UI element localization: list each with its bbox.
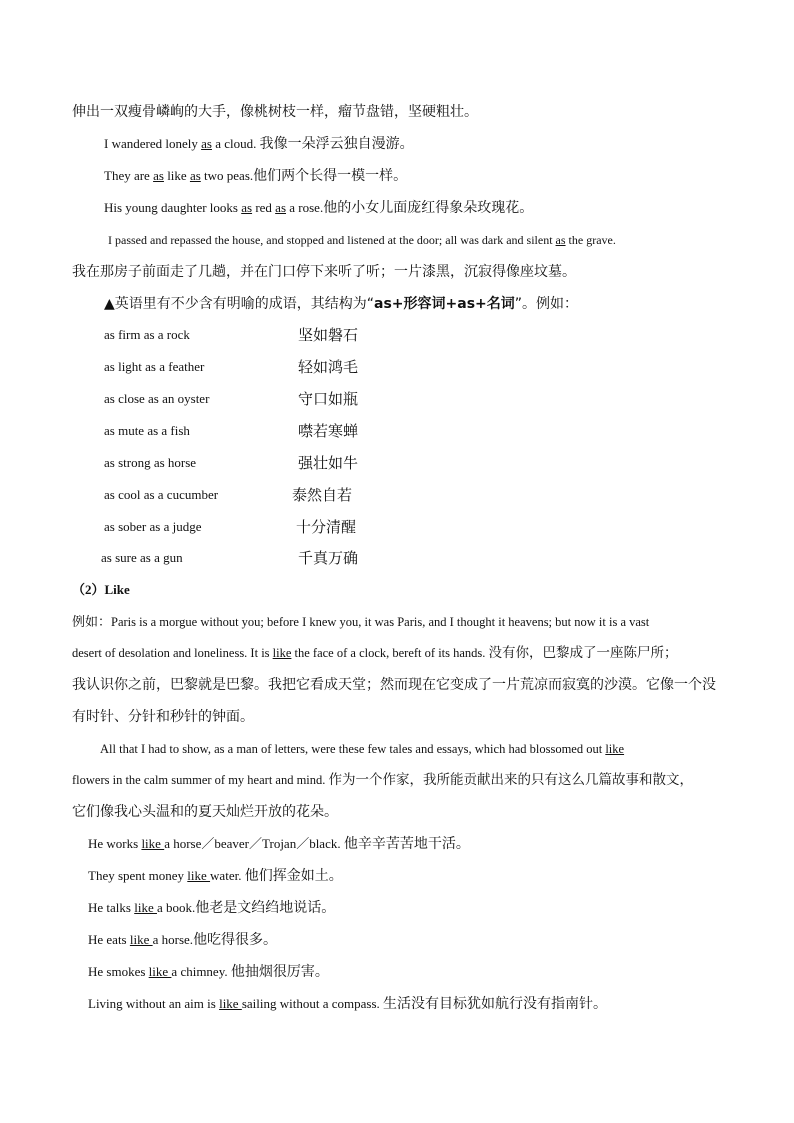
underlined-as: as (275, 200, 287, 215)
idiom-en: as close as an oyster (104, 391, 210, 406)
example-text: two peas. (200, 168, 254, 183)
idiom-cn: 千真万确 (298, 549, 359, 567)
example-translation: 没有你，巴黎成了一座陈尸所； (488, 645, 678, 661)
example-text: He smokes (88, 964, 149, 979)
example-text: desert of desolation and loneliness. It is (72, 646, 273, 660)
idiom-cn: 坚如磐石 (298, 326, 359, 344)
example-text: a horse. (152, 932, 194, 947)
paris-line-1 (72, 612, 649, 633)
idiom-en: as cool as a cucumber (104, 487, 219, 502)
example-translation: 他吃得很多。 (193, 932, 278, 948)
section-heading-like: （2）Like (72, 582, 130, 597)
example-text: a cloud. (211, 136, 260, 151)
underlined-as: as (555, 233, 566, 247)
letters-line-3: 它们像我心头温和的夏天灿烂开放的花朵。 (72, 804, 338, 820)
example-translation: 他们两个长得一模一样。 (253, 168, 408, 184)
example-like-5 (88, 962, 329, 982)
note-structure: as+形容词+as+名词 (374, 296, 515, 312)
idiom-cn: 十分清醒 (296, 518, 357, 536)
example-text: sailing without a compass. (241, 996, 384, 1011)
paris-line-2 (72, 643, 678, 663)
example-as-1 (104, 134, 414, 154)
idiom-en: as strong as horse (104, 455, 197, 470)
example-text: I wandered lonely (104, 136, 202, 151)
underlined-as: as (241, 200, 253, 215)
paris-line-4: 有时针、分针和秒针的钟面。 (72, 709, 254, 725)
example-text: Paris is a morgue without you; before I knew you, it was Paris, and I thought it heavens; but now it is a vast (111, 615, 650, 629)
underlined-like: like (134, 900, 157, 915)
grave-example-en (108, 230, 616, 250)
example-text: He works (88, 836, 142, 851)
example-translation: 生活没有目标犹如航行没有指南针。 (383, 996, 608, 1012)
underlined-like: like (187, 868, 211, 883)
example-text: a horse／beaver／Trojan／black. (164, 836, 344, 851)
letters-line-2 (72, 770, 693, 790)
paris-line-3: 我认识你之前，巴黎就是巴黎。我把它看成天堂；然而现在它变成了一片荒凉而寂寞的沙漠。它像一个没 (72, 677, 716, 693)
idiom-en: as firm as a rock (104, 327, 190, 342)
example-text: water. (210, 868, 245, 883)
example-text: red (252, 200, 276, 215)
note-text: ▲英语里有不少含有明喻的成语，其结构为“ (104, 296, 375, 312)
example-label: 例如： (72, 615, 112, 630)
example-translation: 他辛辛苦苦地干活。 (343, 836, 470, 852)
underlined-like: like (141, 836, 165, 851)
idiom-note (104, 294, 578, 314)
example-text: They spent money (88, 868, 188, 883)
example-like-1 (88, 834, 470, 854)
example-as-3 (104, 198, 533, 218)
example-like-6 (88, 994, 607, 1014)
example-text: Living without an aim is (88, 996, 220, 1011)
grave-example-cn: 我在那房子前面走了几趟，并在门口停下来听了听；一片漆黑，沉寂得像座坟墓。 (72, 264, 576, 280)
example-text: like (163, 168, 190, 183)
example-text: His young daughter looks (104, 200, 242, 215)
idiom-en: as sober as a judge (104, 519, 202, 534)
idiom-en: as mute as a fish (104, 423, 190, 438)
idiom-cn: 守口如瓶 (298, 390, 359, 408)
underlined-as: as (201, 136, 212, 151)
underlined-like: like (605, 742, 625, 756)
example-translation: 我像一朵浮云独自漫游。 (259, 136, 414, 152)
example-text: flowers in the calm summer of my heart and mind. (72, 773, 329, 787)
example-as-2 (104, 166, 407, 186)
idiom-en: as sure as a gun (101, 550, 183, 565)
example-like-3 (88, 898, 335, 918)
intro-text: 伸出一双瘦骨嶙峋的大手，像桃树枝一样，瘤节盘错，坚硬粗壮。 (72, 104, 478, 120)
example-text: I passed and repassed the house, and stopped and listened at the door; all was dark and silent (108, 233, 556, 247)
underlined-like: like (219, 996, 242, 1011)
idiom-cn: 强壮如牛 (298, 454, 359, 472)
example-text: the face of a clock, bereft of its hands. (291, 646, 489, 660)
example-translation: 他抽烟很厉害。 (230, 964, 329, 980)
example-text: a chimney. (171, 964, 231, 979)
idiom-cn: 泰然自若 (292, 486, 353, 504)
example-text: They are (104, 168, 154, 183)
underlined-as: as (153, 168, 164, 183)
example-translation: 作为一个作家，我所能贡献出来的只有这么几篇故事和散文， (328, 772, 694, 788)
example-text: He talks (88, 900, 135, 915)
underlined-like: like (272, 646, 292, 660)
example-like-4 (88, 930, 277, 950)
example-text: All that I had to show, as a man of letters, were these few tales and essays, which had blossomed out (100, 742, 606, 756)
example-text: a book. (156, 900, 196, 915)
idiom-en: as light as a feather (104, 359, 205, 374)
example-translation: 他老是文绉绉地说话。 (195, 900, 336, 916)
letters-line-1 (100, 739, 624, 759)
idiom-cn: 轻如鸿毛 (298, 358, 359, 376)
underlined-as: as (189, 168, 201, 183)
idiom-cn: 噤若寒蝉 (298, 422, 359, 440)
example-translation: 他的小女儿面庞红得象朵玫瑰花。 (323, 200, 534, 216)
underlined-like: like (148, 964, 172, 979)
note-text: ”。例如： (514, 296, 579, 312)
example-text: a rose. (286, 200, 324, 215)
underlined-like: like (129, 932, 153, 947)
example-like-2 (88, 866, 343, 886)
example-translation: 他们挥金如土。 (244, 868, 343, 884)
example-text: the grave. (565, 233, 616, 247)
example-text: He eats (88, 932, 130, 947)
